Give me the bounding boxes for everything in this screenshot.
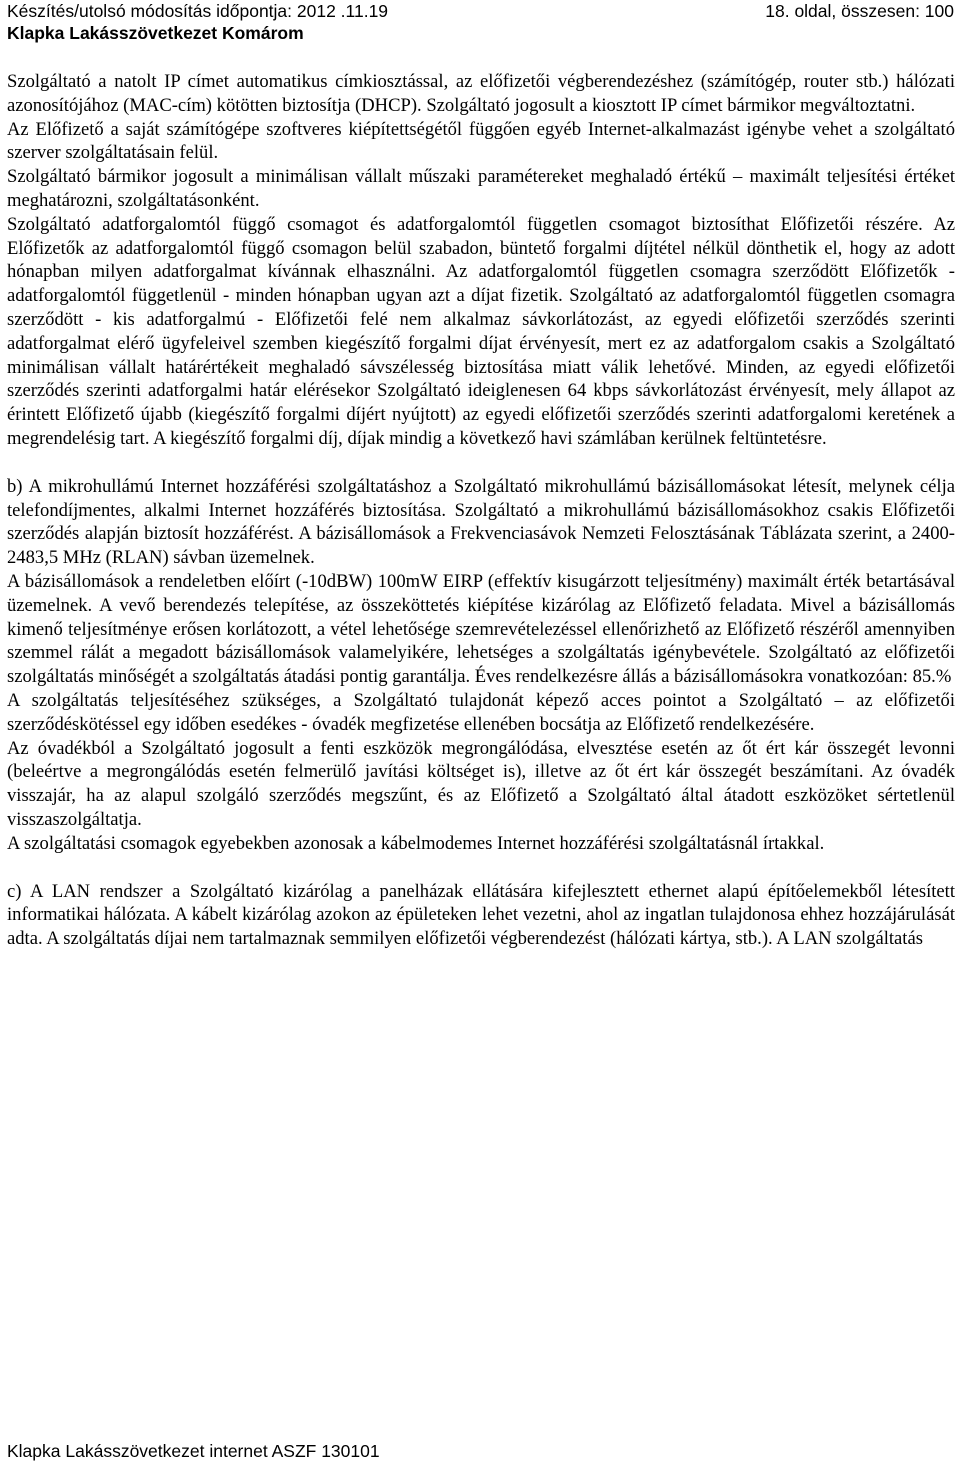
paragraph-traffic-packages: Szolgáltató adatforgalomtól függő csomagot és adatforgalomtól független csomagot biztosíthat Előfizetői részére. Az Előfizetők az adatforgalomtól függő csomagon belül szabadon, büntető forgalmi díjtétel nélkül dönthetik el, hogy az adott hónapban milyen adatforgalmat kívánnak elhasználni. Az adatforgalomtól független csomagra szerződött Előfizetők - adatforgalomtól függetlenül - minden hónapban ugyan azt a díjat fizetik. Szolgáltató az adatforgalomtól független csomagra szerződött - kis adatforgalmú - Előfizetői felé nem alkalmaz sávkorlátozást, az egyedi előfizetői szerződés szerinti adatforgalmat elérő ügyfeleivel szemben kiegészítő forgalmi díjat érvényesít, mert ez az adatforgalom csakis a Szolgáltató minimálisan vállalt határértékeit meghaladó sávszélesség biztosítása miatt válik lehetővé. Minden, az egyedi előfizetői szerződés szerinti adatforgalmi határ elérésekor Szolgáltató ideiglenesen 64 kbps sávkorlátozást érvényesít, mely állapot az érintett Előfizető újabb (kiegészítő forgalmi díjért nyújtott) az egyedi előfizetői szerződés szerinti adatforgalomi keretének a megrendelésig tart. A kiegészítő forgalmi díj, díjak mindig a következő havi számlában kerülnek feltüntetésre. xyxy=(7,213,955,449)
paragraph-access-point: A szolgáltatás teljesítéséhez szükséges, a Szolgáltató tulajdonát képező acces pointot a Szolgáltató – az előfizetői szerződéskötéssel egy időben esedékes - óvadék megfizetése ellenében bocsátja az Előfizető rendelkezésére. xyxy=(7,689,955,735)
paragraph-max-performance: Szolgáltató bármikor jogosult a minimálisan vállalt műszaki paramétereket meghaladó értékű – maximált teljesítési értéket meghatározni, szolgáltatásonként. xyxy=(7,166,955,211)
paragraph-ip-assignment: Szolgáltató a natolt IP címet automatikus címkiosztással, az előfizetői végberendezéshez (számítógép, router stb.) hálózati azonosítójához (MAC-cím) kötötten biztosítja (DHCP). Szolgáltató jogosult a kiosztott IP címet bármikor megváltoztatni. xyxy=(7,71,955,116)
page-footer: Klapka Lakásszövetkezet internet ASZF 130101 xyxy=(7,1441,380,1461)
paragraph-lan-system: c) A LAN rendszer a Szolgáltató kizárólag a panelházak ellátására kifejlesztett ethernet alapú építőelemekből létesített informatikai hálózata. A kábelt kizárólag azokon az épületeken lehet vezetni, ahol az ingatlan tulajdonosa ehhez hozzájárulását adta. A szolgáltatás díjai nem tartalmaznak semmilyen előfizetői végberendezést (hálózati kártya, stb.). A LAN szolgáltatás xyxy=(7,880,955,950)
header-row xyxy=(7,0,954,22)
organization-name: Klapka Lakásszövetkezet Komárom xyxy=(7,23,304,43)
paragraph-packages-same: A szolgáltatási csomagok egyebekben azonosak a kábelmodemes Internet hozzáférési szolgáltatásnál írtakkal. xyxy=(7,832,825,854)
paragraph-deposit: Az óvadékból a Szolgáltató jogosult a fenti eszközök megrongálódása, elvesztése esetén az őt ért kár összegét levonni (beleértve a megrongálódás esetén felmerülő javítási költséget is), illetve az őt ért kár összegét beszámítani. Az óvadék visszajár, ha az alapul szolgáló szerződés megszűnt, és az Előfizető a Szolgáltató által átadott eszközöket sértetlenül visszaszolgáltatja. xyxy=(7,737,955,830)
paragraph-internet-applications: Az Előfizető a saját számítógépe szoftveres kiépítettségétől függően egyéb Internet-alkalmazást igénybe vehet a szolgáltató szerver szolgáltatásain felül. xyxy=(7,118,955,164)
paragraph-microwave-access: b) A mikrohullámú Internet hozzáférési szolgáltatáshoz a Szolgáltató mikrohullámú bázisállomásokat létesít, melynek célja telefondíjmentes, alkalmi Internet hozzáférés biztosítása. Szolgáltató a mikrohullámú bázisállomásokhoz csakis Előfizetői szerződés alapján biztosít hozzáférést. A bázisállomások a Frekvenciasávok Nemzeti Felosztásának Táblázata szerint, a 2400-2483,5 MHz (RLAN) sávban üzemelnek. xyxy=(7,475,955,569)
page-header xyxy=(7,0,954,44)
page-counter: 18. oldal, összesen: 100 xyxy=(765,1,954,21)
paragraph-base-stations: A bázisállomások a rendeletben előírt (-10dBW) 100mW EIRP (effektív kisugárzott teljesítmény) maximált érték betartásával üzemelnek. A vevő berendezés telepítése, az összeköttetés kiépítése kizárólag az Előfizető feladata. Mivel a bázisállomás kimenő teljesítménye erősen korlátozott, a vétel lehetősége szemrevételezéssel ellenőrizhető az Előfizető részéről amennyiben szemmel rálát a megadott bázisállomások valamelyikére, lehetséges a szolgáltatás igénybevétele. Szolgáltató az előfizetői szolgáltatás minőségét a szolgáltatás átadási pontig garantálja. Éves rendelkezésre állás a bázisállomásokra vonatkozóan: 85.% xyxy=(7,570,955,688)
revision-date: Készítés/utolsó módosítás időpontja: 2012 .11.19 xyxy=(7,1,389,21)
document-body xyxy=(7,70,955,951)
